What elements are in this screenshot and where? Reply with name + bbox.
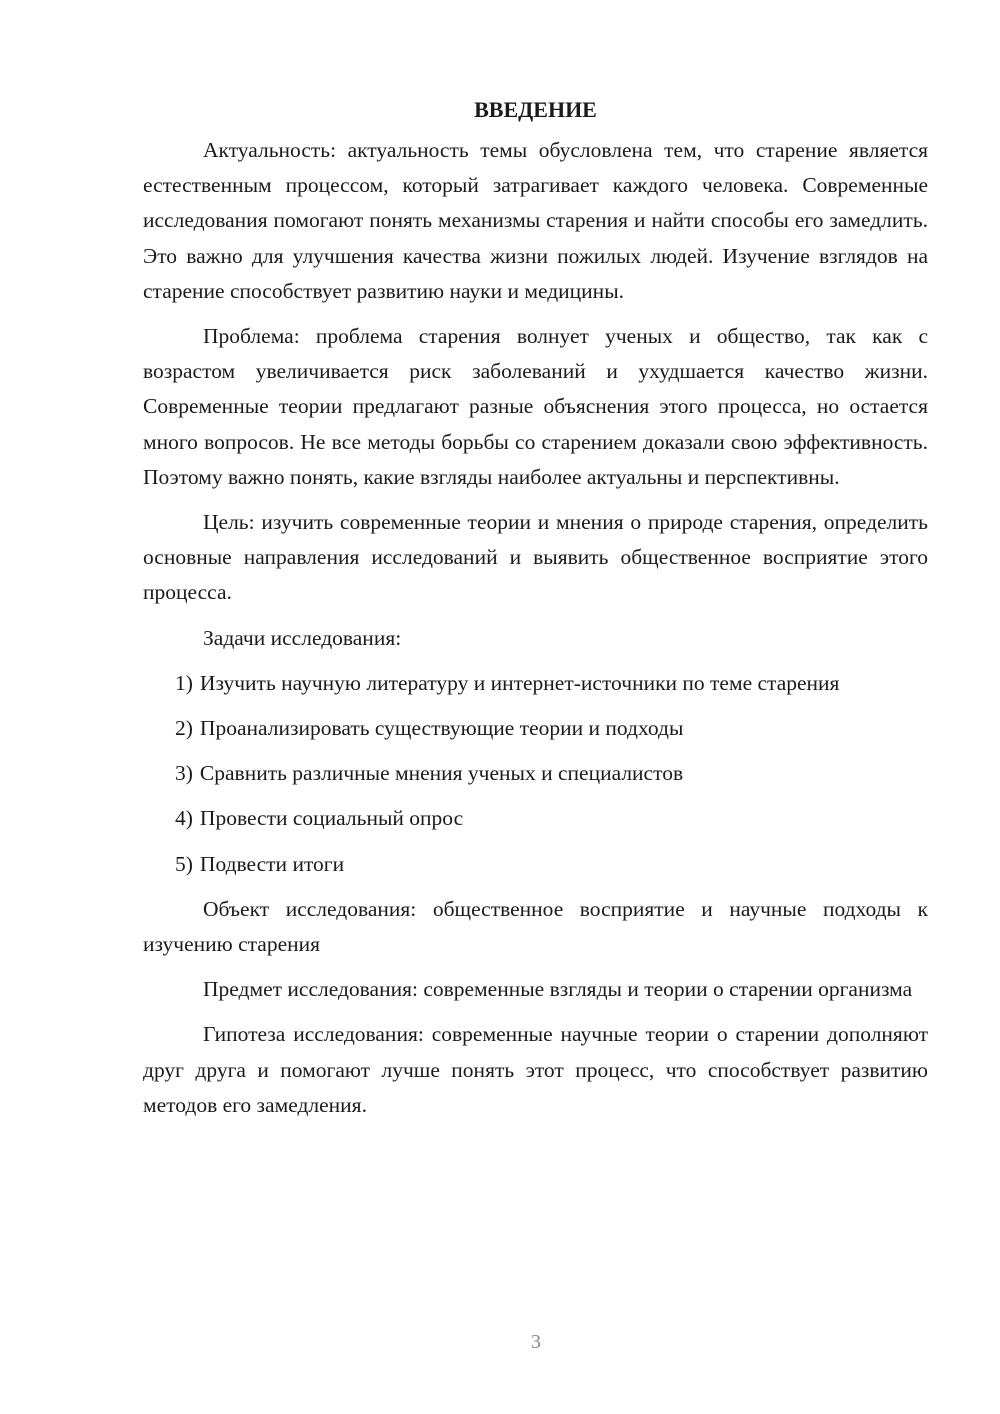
task-item (143, 801, 928, 836)
task-text: Проанализировать существующие теории и подходы (199, 716, 684, 741)
paragraph-problem: Проблема: проблема старения волнует ученых и общество, так как с возрастом увеличивается риск заболеваний и ухудшается качество жизни. Современные теории предлагают разные объяснения этого процесса, но остается много вопросов. Не все методы борьбы со старением доказали свою эффективность. Поэтому важно понять, какие взгляды наиболее актуальны и перспективны. (143, 324, 928, 489)
task-item (143, 847, 928, 882)
paragraph-subject: Предмет исследования: современные взгляды и теории о старении организма (203, 977, 913, 1002)
section-title: ВВЕДЕНИЕ (474, 97, 597, 122)
task-text: Изучить научную литературу и интернет-источники по теме старения (199, 670, 840, 695)
page-number: 3 (531, 1331, 541, 1353)
page-content (143, 92, 928, 1133)
task-number: 2) (175, 716, 193, 741)
task-number: 1) (175, 670, 193, 695)
task-text: Провести социальный опрос (199, 806, 464, 831)
task-item (143, 756, 928, 791)
paragraph-hypothesis: Гипотеза исследования: современные научные теории о старении дополняют друг друга и помогают лучше понять этот процесс, что способствует развитию методов его замедления. (143, 1022, 928, 1117)
task-item (143, 711, 928, 746)
task-number: 4) (175, 806, 193, 831)
task-number: 3) (175, 761, 193, 786)
task-text: Подвести итоги (199, 851, 345, 876)
paragraph-object: Объект исследования: общественное восприятие и научные подходы к изучению старения (143, 896, 928, 957)
paragraph-relevance: Актуальность: актуальность темы обусловлена тем, что старение является естественным процессом, который затрагивает каждого человека. Современные исследования помогают понять механизмы старения и найти способы его замедлить. Это важно для улучшения качества жизни пожилых людей. Изучение взглядов на старение способствует развитию науки и медицины. (143, 138, 928, 303)
task-item (143, 666, 928, 701)
tasks-heading: Задачи исследования: (203, 625, 402, 650)
task-number: 5) (175, 851, 193, 876)
task-text: Сравнить различные мнения ученых и специалистов (199, 761, 684, 786)
paragraph-goal: Цель: изучить современные теории и мнения о природе старения, определить основные направления исследований и выявить общественное восприятие этого процесса. (143, 510, 928, 605)
